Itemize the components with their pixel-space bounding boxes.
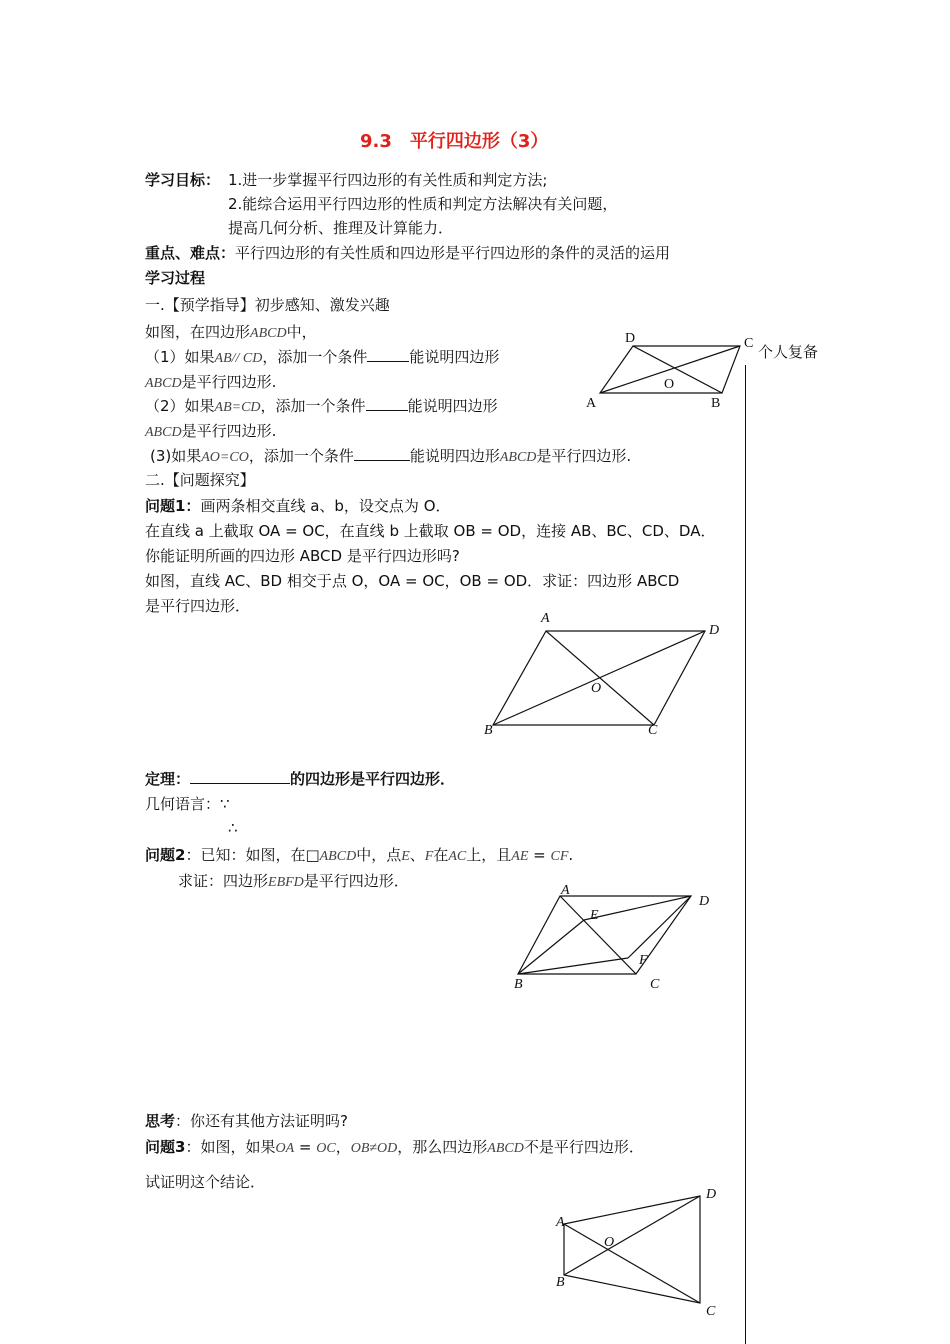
question-2-cont	[145, 421, 276, 443]
p3-oa: OA	[275, 1141, 295, 1156]
fig4-outline	[564, 1196, 700, 1303]
fig1-label-o: O	[664, 377, 675, 392]
objective-line-2: 2.能综合运用平行四边形的性质和判定方法解决有关问题，	[228, 195, 618, 213]
p2-end: .	[568, 846, 574, 864]
fig1-label-d: D	[625, 331, 636, 346]
p2-cf: CF	[550, 849, 569, 864]
p3-sep: ，	[335, 1138, 351, 1156]
figure-2-parallelogram	[480, 608, 720, 738]
fig4-label-d: D	[706, 1187, 717, 1202]
section1-intro	[145, 322, 317, 344]
p2-prove-lead: 求证：四边形	[178, 872, 269, 890]
think-text: ：你还有其他方法证明吗?	[175, 1112, 348, 1130]
fig2-label-b: B	[484, 723, 493, 738]
problem-2	[145, 845, 573, 867]
p2-point: 中，点	[356, 846, 402, 864]
q1-blank[interactable]	[367, 347, 409, 362]
q1-tail: 能说明四边形	[409, 348, 500, 366]
fig3-label-a: A	[561, 883, 570, 898]
p2-lead: ：已知：如图，在□	[185, 846, 320, 864]
theorem-text: 的四边形是平行四边形．	[290, 770, 456, 788]
p2-eq: =	[528, 846, 551, 864]
problem-1-line-1	[145, 496, 451, 516]
question-1	[145, 347, 499, 369]
key-points-label: 重点、难点：	[145, 244, 236, 262]
objectives-label: 学习目标：	[145, 171, 221, 189]
intro-end: 中，	[286, 323, 317, 341]
q2-end: 是平行四边形.	[181, 422, 277, 440]
problem-1-text-1: 画两条相交直线 a、b，设交点为 O．	[200, 497, 451, 515]
fig4-label-c: C	[706, 1304, 716, 1319]
side-note: 个人复备	[758, 343, 819, 361]
p3-quad: ABCD	[487, 1141, 524, 1156]
fig2-label-a: A	[541, 611, 550, 626]
objective-line-1: 1.进一步掌握平行四边形的有关性质和判定方法;	[228, 171, 548, 189]
key-points	[145, 243, 670, 263]
geometric-language: 几何语言：∵	[145, 795, 230, 813]
problem-1-line-2: 在直线 a 上截取 OA = OC，在直线 b 上截取 OB = OD，连接 AB、BC、CD、DA．	[145, 522, 716, 540]
therefore-symbol: ∴	[228, 819, 238, 837]
theorem	[145, 769, 455, 789]
p2-quad: ABCD	[319, 849, 357, 864]
think	[145, 1111, 348, 1131]
problem-1-line-4: 如图，直线 AC、BD 相交于点 O，OA = OC，OB = OD．求证：四边形 ABCD	[145, 572, 680, 590]
fig3-label-b: B	[514, 977, 523, 992]
q1-given: AB// CD	[214, 351, 263, 366]
figure-4-quadrilateral	[552, 1185, 727, 1320]
fig4-label-o: O	[604, 1235, 615, 1250]
problem-1-line-3: 你能证明所画的四边形 ABCD 是平行四边形吗?	[145, 547, 460, 565]
q2-tail: 能说明四边形	[407, 397, 498, 415]
p3-lead: ：如图，如果	[185, 1138, 276, 1156]
fig1-label-c: C	[744, 336, 754, 351]
question-1-cont	[145, 372, 276, 394]
p2-prove-end: 是平行四边形．	[303, 872, 409, 890]
fig4-label-b: B	[556, 1275, 565, 1290]
fig1-label-a: A	[586, 396, 597, 411]
q3-given: AO=CO	[201, 450, 249, 465]
fig3-label-d: D	[699, 894, 710, 909]
fig2-label-d: D	[709, 623, 720, 638]
q2-given: AB=CD	[214, 400, 261, 415]
q1-quad: ABCD	[145, 376, 182, 391]
p3-oc: OC	[316, 1141, 336, 1156]
q2-blank[interactable]	[366, 396, 408, 411]
problem-3-prove: 试证明这个结论．	[145, 1173, 266, 1191]
fig2-diagonal-bd	[493, 631, 705, 725]
p3-then: ，那么四边形	[397, 1138, 488, 1156]
objective-line-3: 提高几何分析、推理及计算能力．	[228, 219, 454, 237]
p2-sep: 、	[409, 846, 425, 864]
problem-3-label: 问题3	[145, 1138, 186, 1156]
fig1-label-b: B	[711, 396, 721, 411]
question-3	[150, 446, 631, 468]
p2-e: E	[401, 849, 410, 864]
intro-quad: ABCD	[250, 326, 287, 341]
q3-quad: ABCD	[499, 450, 537, 465]
problem-1-line-5: 是平行四边形．	[145, 597, 251, 615]
fig3-label-f: F	[639, 953, 648, 968]
figure-1-parallelogram	[585, 330, 765, 410]
margin-divider	[745, 365, 746, 1344]
fig3-label-c: C	[650, 977, 660, 992]
fig3-outline	[518, 896, 691, 974]
q2-quad: ABCD	[145, 425, 182, 440]
intro-text: 如图，在四边形	[145, 323, 251, 341]
q1-end: 是平行四边形.	[181, 373, 277, 391]
key-points-text: 平行四边形的有关性质和四边形是平行四边形的条件的灵活的运用	[235, 244, 671, 262]
q2-mid: ，添加一个条件	[260, 397, 366, 415]
think-label: 思考	[145, 1112, 176, 1130]
p2-and: 上，且	[466, 846, 512, 864]
p2-ae: AE	[511, 849, 529, 864]
section2-heading: 二.【问题探究】	[145, 471, 255, 489]
q3-blank[interactable]	[354, 446, 410, 461]
q3-end: 是平行四边形.	[536, 447, 632, 465]
p3-end: 不是平行四边形．	[523, 1138, 644, 1156]
q2-lead: （2）如果	[145, 397, 215, 415]
problem-2-label: 问题2	[145, 846, 186, 864]
q1-mid: ，添加一个条件	[262, 348, 368, 366]
p2-prove-quad: EBFD	[268, 875, 304, 890]
theorem-label: 定理：	[145, 770, 191, 788]
question-2	[145, 396, 498, 418]
p2-ac: AC	[448, 849, 467, 864]
fig2-label-o: O	[591, 681, 602, 696]
fig2-label-c: C	[648, 723, 658, 738]
p3-eq: =	[294, 1138, 317, 1156]
p3-ob-od: OB≠OD	[350, 1141, 398, 1156]
problem-2-prove	[178, 871, 409, 893]
page-title: 9.3 平行四边形（3）	[360, 131, 549, 152]
theorem-blank[interactable]	[190, 769, 290, 784]
fig3-segment-ed	[584, 896, 691, 920]
fig3-segment-fd	[628, 896, 691, 958]
q3-lead: (3)如果	[150, 447, 202, 465]
fig4-label-a: A	[556, 1215, 565, 1230]
problem-1-label: 问题1：	[145, 497, 201, 515]
p2-on: 在	[433, 846, 449, 864]
q3-tail: 能说明四边形	[409, 447, 500, 465]
q1-lead: （1）如果	[145, 348, 215, 366]
process-heading: 学习过程	[145, 269, 206, 287]
p2-f: F	[424, 849, 434, 864]
section1-heading: 一.【预学指导】初步感知、激发兴趣	[145, 296, 390, 314]
figure-3-parallelogram	[505, 880, 720, 990]
problem-3	[145, 1137, 644, 1159]
fig1-diagonal-bd	[633, 346, 722, 393]
fig3-label-e: E	[590, 908, 599, 923]
q3-mid: ，添加一个条件	[248, 447, 354, 465]
